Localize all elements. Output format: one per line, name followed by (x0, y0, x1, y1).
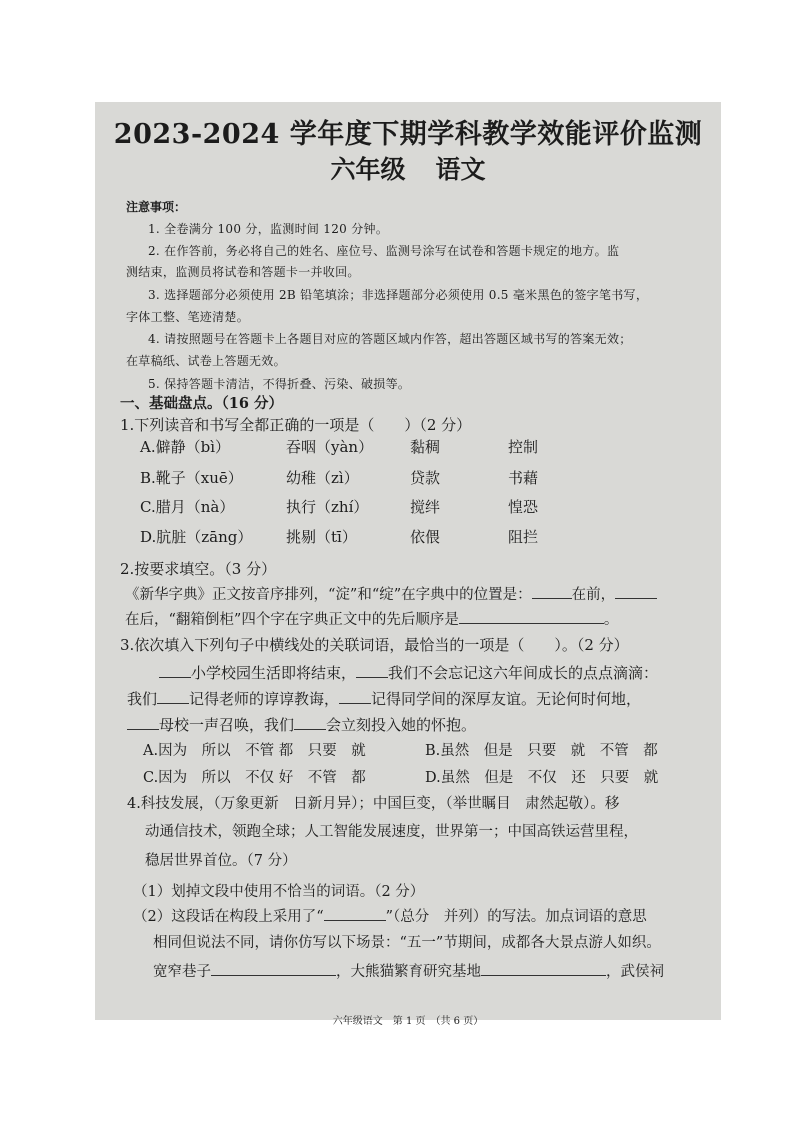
option-cell: 挑剔（tī） (286, 528, 357, 546)
q1-option-a (140, 436, 538, 457)
q4-text: ，武侯祠 (606, 964, 664, 980)
q2-line-1 (125, 583, 657, 604)
answer-blank[interactable] (157, 689, 189, 704)
option-cell: A.僻静（bì） (140, 438, 231, 456)
option-cell: 阻拦 (508, 528, 539, 546)
answer-blank[interactable] (159, 663, 191, 678)
notice-item: 4. 请按照题号在答题卡上各题目对应的答题区域内作答，超出答题区域书写的答案无效； (148, 332, 632, 346)
q3-text: 会立刻投入她的怀抱。 (326, 716, 477, 734)
question-1-stem: 1.下列读音和书写全都正确的一项是（ ）（2 分） (120, 416, 472, 434)
q1-option-c (140, 496, 538, 517)
answer-blank[interactable] (127, 715, 159, 730)
option-cell: 吞咽（yàn） (286, 438, 374, 456)
notice-item: 测结束，监测员将试卷和答题卡一并收回。 (126, 265, 360, 279)
option-cell: 贷款 (410, 469, 441, 487)
q4-sub-2-line-1 (133, 905, 647, 926)
exam-subtitle (95, 150, 721, 186)
grade-label: 六年级 (330, 155, 406, 184)
q2-text: 在后，“翻箱倒柜”四个字在字典正文中的先后顺序是 (125, 612, 459, 628)
option-cell: 惶恐 (508, 498, 539, 516)
answer-blank[interactable] (211, 961, 336, 976)
q4-text: ”（总分 并列）的写法。加点词语的意思 (385, 909, 647, 925)
q3-text: 记得同学间的深厚友谊。无论何时何地， (371, 690, 642, 708)
q3-line-1 (159, 662, 658, 683)
notice-item: 2. 在作答前，务必将自己的姓名、座位号、监测号涂写在试卷和答题卡规定的地方。监 (148, 244, 620, 258)
q3-text: 母校一声召唤，我们 (159, 716, 295, 734)
q3-text: 记得老师的谆谆教诲， (189, 690, 340, 708)
question-3-stem: 3.依次填入下列句子中横线处的关联词语，最恰当的一项是（ ）。（2 分） (120, 636, 629, 654)
q3-option-c: C.因为 所以 不仅 好 不管 都 (143, 770, 366, 786)
exam-page (95, 102, 721, 1027)
q3-option-b: B.虽然 但是 只要 就 不管 都 (425, 743, 658, 759)
q4-text: 宽窄巷子 (153, 964, 211, 980)
notice-item: 1. 全卷满分 100 分，监测时间 120 分钟。 (148, 222, 389, 236)
q3-text: 我们不会忘记这六年间成长的点点滴滴： (388, 664, 659, 682)
option-cell: 黏稠 (410, 438, 441, 456)
q3-line-2 (127, 688, 641, 709)
option-cell: 搅绊 (410, 498, 441, 516)
q2-line-2 (125, 608, 618, 629)
option-cell: 执行（zhí） (286, 498, 369, 516)
subject-label: 语文 (435, 155, 486, 184)
q4-sub-2-line-2: 相同但说法不同，请你仿写以下场景：“五一”节期间，成都各大景点游人如织。 (153, 935, 661, 951)
q3-line-3 (127, 714, 476, 735)
q4-sub-1: （1）划掉文段中使用不恰当的词语。（2 分） (133, 884, 425, 900)
q3-text: 小学校园生活即将结束， (191, 664, 357, 682)
q1-option-d (140, 526, 538, 547)
notice-heading: 注意事项： (126, 200, 187, 214)
answer-blank[interactable] (615, 584, 657, 599)
option-cell: B.靴子（xuē） (140, 469, 243, 487)
question-2-stem: 2.按要求填空。（3 分） (120, 560, 277, 578)
question-4-line-1: 4.科技发展，（万象更新 日新月异）；中国巨变，（举世瞩目 肃然起敬）。移 (127, 796, 620, 812)
option-cell: 依偎 (410, 528, 441, 546)
page-footer: 六年级语文 第 1 页 （共 6 页） (332, 1016, 484, 1027)
question-4-line-3: 稳居世界首位。（7 分） (145, 853, 297, 869)
option-cell: D.肮脏（zāng） (140, 528, 253, 546)
notice-item: 3. 选择题部分必须使用 2B 铅笔填涂；非选择题部分必须使用 0.5 毫米黑色的签字笔书写， (148, 288, 649, 302)
option-cell: 幼稚（zì） (286, 469, 359, 487)
answer-blank[interactable] (339, 689, 371, 704)
q2-text: 。 (603, 612, 619, 628)
notice-item: 在草稿纸、试卷上答题无效。 (126, 354, 286, 368)
option-cell: 控制 (508, 438, 539, 456)
q4-sub-2-line-3 (153, 960, 664, 981)
q3-option-d: D.虽然 但是 不仅 还 只要 就 (425, 770, 659, 786)
section-heading: 一、基础盘点。（16 分） (120, 395, 283, 412)
option-cell: 书藉 (508, 469, 539, 487)
answer-blank[interactable] (532, 584, 572, 599)
q3-text: 我们 (127, 690, 158, 708)
exam-title: 2023-2024 学年度下期学科教学效能评价监测 (113, 119, 703, 150)
q4-text: ，大熊猫繁育研究基地 (336, 964, 481, 980)
answer-blank[interactable] (356, 663, 388, 678)
q1-option-b (140, 467, 538, 488)
q3-option-a: A.因为 所以 不管 都 只要 就 (143, 743, 366, 759)
notice-item: 5. 保持答题卡清洁，不得折叠、污染、破损等。 (148, 377, 411, 391)
question-4-line-2: 动通信技术，领跑全球；人工智能发展速度，世界第一；中国高铁运营里程， (145, 824, 638, 840)
q4-text: （2）这段话在构段上采用了“ (133, 909, 324, 925)
q2-text: 《新华字典》正文按音序排列，“淀”和“绽”在字典中的位置是： (125, 587, 532, 603)
q2-text: 在前， (571, 587, 616, 603)
answer-blank[interactable] (459, 609, 604, 624)
answer-blank[interactable] (481, 961, 606, 976)
answer-blank[interactable] (324, 906, 386, 921)
option-cell: C.腊月（nà） (140, 498, 235, 516)
answer-blank[interactable] (294, 715, 326, 730)
notice-item: 字体工整、笔迹清楚。 (126, 310, 250, 324)
